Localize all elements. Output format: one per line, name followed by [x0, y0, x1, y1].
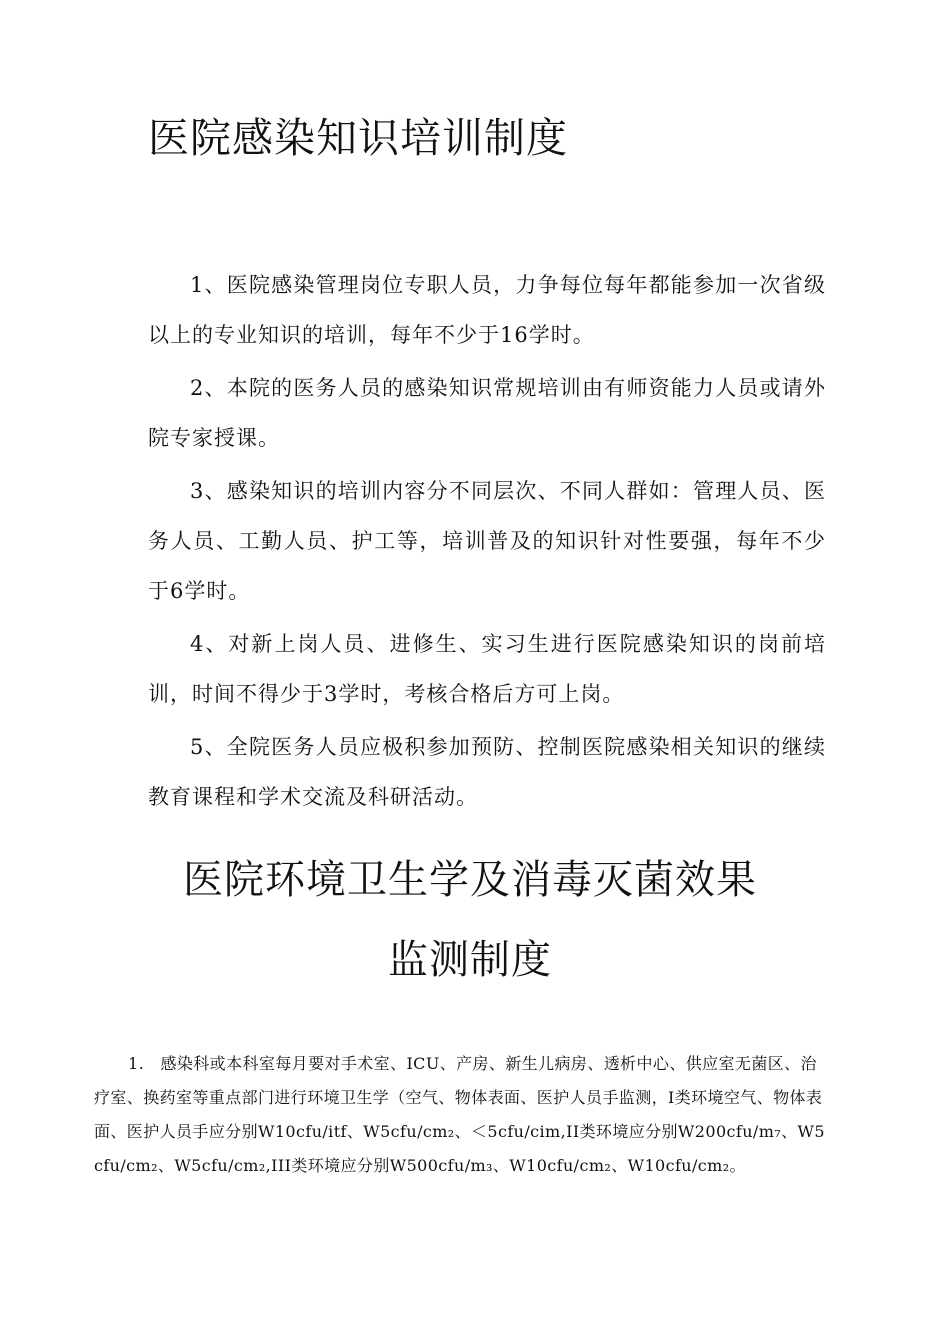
monitoring-title-line-2: 监测制度: [388, 937, 552, 983]
monitoring-rule-1: 1. 感染科或本科室每月要对手术室、ICU、产房、新生儿病房、透析中心、供应室无菌区、治疗室、换药室等重点部门进行环境卫生学（空气、物体表面、医护人员手监测，Ⅰ类环境空气、物体表面、医护人员手应分别W10cfu/itf、W5cfu/cm₂、＜5cfu/cim,II类环境应分别W200cfu/m₇、W5cfu/cm₂、W5cfu/cm₂,III类环境应分别W500cfu/m₃、W10cfu/cm₂、W10cfu/cm₂。: [94, 1054, 825, 1175]
training-rule-1: 1、医院感染管理岗位专职人员，力争每位每年都能参加一次省级以上的专业知识的培训，每年不少于16学时。: [148, 273, 826, 347]
document-title-monitoring: [120, 840, 820, 1000]
training-rules-section: [148, 260, 826, 825]
training-rule-5: 5、全院医务人员应极积参加预防、控制医院感染相关知识的继续教育课程和学术交流及科研活动。: [148, 735, 826, 809]
training-rule-3: 3、感染知识的培训内容分不同层次、不同人群如：管理人员、医务人员、工勤人员、护工等，培训普及的知识针对性要强，每年不少于6学时。: [148, 479, 826, 603]
document-title-training: 医院感染知识培训制度: [148, 114, 568, 162]
monitoring-rules-section: [94, 1047, 829, 1183]
monitoring-title-line-1: 医院环境卫生学及消毒灭菌效果: [183, 857, 757, 903]
training-rule-2: 2、本院的医务人员的感染知识常规培训由有师资能力人员或请外院专家授课。: [148, 376, 826, 450]
training-rule-4: 4、对新上岗人员、进修生、实习生进行医院感染知识的岗前培训，时间不得少于3学时，考核合格后方可上岗。: [148, 632, 826, 706]
